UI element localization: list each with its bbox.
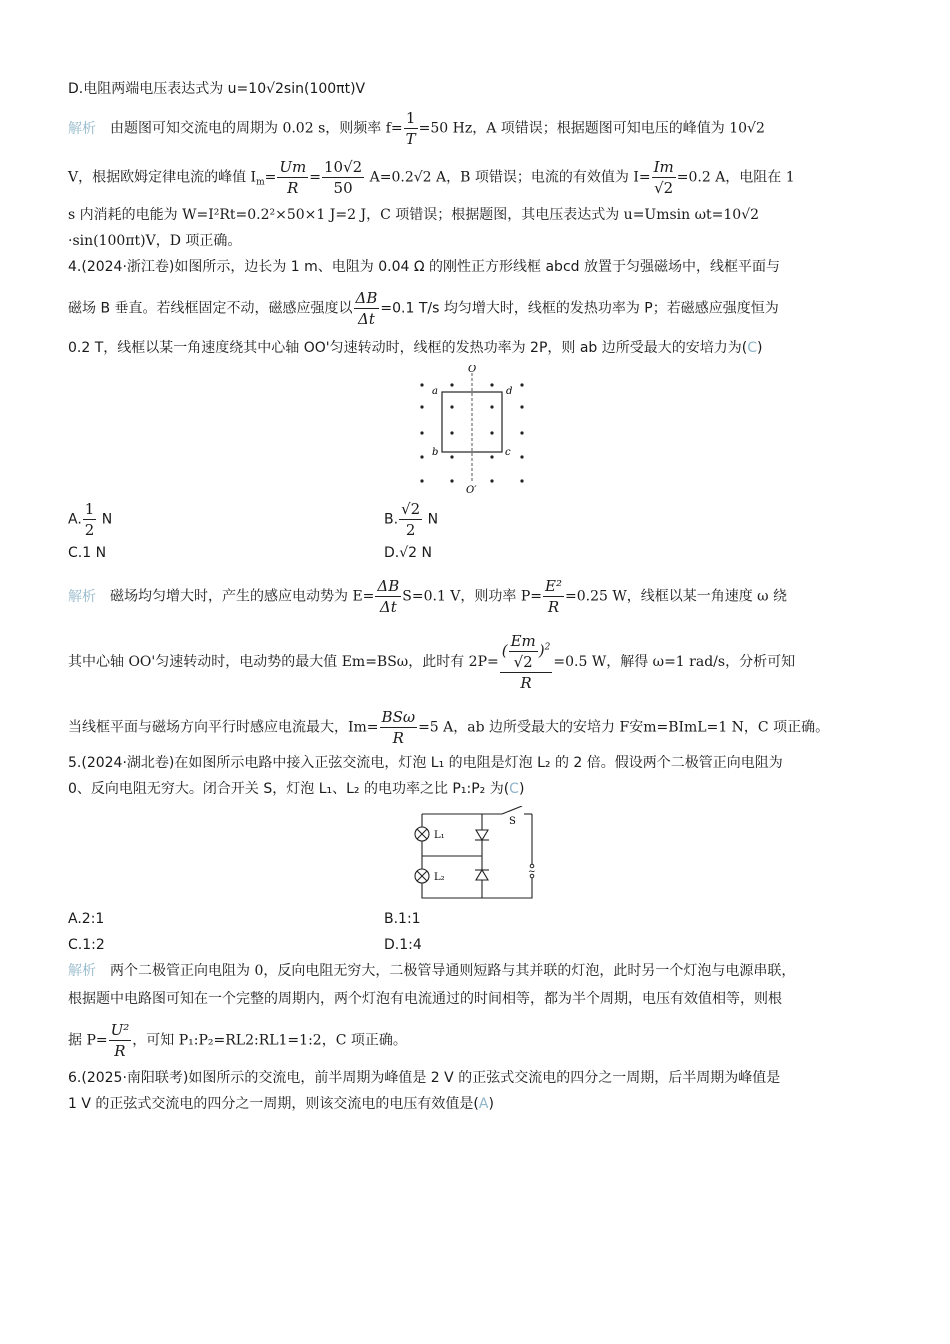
q5-option-d: D.1:4 xyxy=(384,937,422,953)
q3-option-d: D.电阻两端电压表达式为 u=10√2sin(100πt)V xyxy=(68,81,366,97)
document-page xyxy=(68,76,886,1117)
q4-option-a: A. $\frac{1}{2}$ N xyxy=(68,500,113,539)
q5-circuit-figure xyxy=(412,806,542,902)
q4-stem-line-2: 磁场 B 垂直。若线框固定不动，磁感应强度以 $\frac{\Delta B}{\Delta t}$ =0.1 T/s 均匀增大时，线框的发热功率为 P；若磁感应强度恒为 xyxy=(68,289,779,328)
q4-stem-line-1: 4.(2024·浙江卷)如图所示，边长为 1 m、电阻为 0.04 Ω 的刚性正方形线框 abcd 放置于匀强磁场中，线框平面与 xyxy=(68,259,780,275)
q4-option-d: D.√2 N xyxy=(384,545,432,561)
q4-square-frame-figure xyxy=(412,365,542,495)
svg-text:O: O xyxy=(468,365,477,375)
q6-answer: A xyxy=(478,1096,489,1112)
q4-options-row-2 xyxy=(68,540,886,566)
q5-option-c: C.1:2 xyxy=(68,937,105,953)
svg-text:d: d xyxy=(506,386,513,397)
q6-stem-line-1: 6.(2025·南阳联考)如图所示的交流电，前半周期为峰值是 2 V 的正弦式交流电的四分之一周期，后半周期为峰值是 xyxy=(68,1070,781,1086)
svg-text:a: a xyxy=(432,386,438,397)
fraction-dB-over-dt: $\frac{\Delta B}{\Delta t}$ xyxy=(355,289,378,328)
q5-options-row-2 xyxy=(68,932,886,958)
q5-option-b: B.1:1 xyxy=(384,911,421,927)
q3-explanation-line-4: ·sin(100πt)V，D 项正确。 xyxy=(68,233,242,249)
svg-text:b: b xyxy=(432,447,439,458)
q6-stem-line-2: 1 V 的正弦式交流电的四分之一周期，则该交流电的电压有效值是(A) xyxy=(68,1096,494,1112)
q4-answer: C xyxy=(747,340,758,356)
q5-explanation-line-3: 据 P= $\frac{\text{U²}}{R}$ ，可知 P₁:P₂=RL2:RL1=1:2，C 项正确。 xyxy=(68,1021,407,1060)
fraction-Um-over-R: $\frac{Um}{R}$ xyxy=(279,158,307,197)
q5-option-a: A.2:1 xyxy=(68,911,105,927)
fraction-1-over-T: $\frac{1}{T}$ xyxy=(405,109,416,148)
q4-explanation-line-2: 其中心轴 OO'匀速转动时，电动势的最大值 Em=BSω，此时有 2P= ( $\frac{Em}{√2}$ )$^2$ R =0.5 W，解得 ω=1 rad/s，分析可知 xyxy=(68,632,796,692)
q3-explanation-line-2: V，根据欧姆定律电流的峰值 $I_m=$ $\frac{Um}{R}$ = $\frac{10√2}{50}$ A=0.2√2 A，B 项错误；电流的有效值为 I= $\frac{Im}{√2}$ =0.2 A，电阻在 1 xyxy=(68,158,795,197)
q4-options-row-1 xyxy=(68,499,886,540)
q5-options-row-1 xyxy=(68,906,886,932)
q5-explanation-line-2: 根据题中电路图可知在一个完整的周期内，两个灯泡有电流通过的时间相等，都为半个周期，电压有效值相等，则根 xyxy=(68,991,782,1007)
diode-lower-icon xyxy=(475,870,489,880)
lamp-L1-icon xyxy=(415,827,429,841)
q5-answer: C xyxy=(509,781,519,797)
diode-upper-icon xyxy=(475,830,489,840)
q4-explanation-line-3: 当线框平面与磁场方向平行时感应电流最大，Im= $\frac{\text{BSω}}{R}$ =5 A，ab 边所受最大的安培力 F安m=BImL=1 N，C 项正确。 xyxy=(68,708,830,747)
q5-stem-line-2: 0、反向电阻无穷大。闭合开关 S，灯泡 L₁、L₂ 的电功率之比 P₁:P₂ 为(C) xyxy=(68,781,525,797)
svg-text:L₂: L₂ xyxy=(434,872,445,883)
svg-text:L₁: L₁ xyxy=(434,830,445,841)
svg-text:~: ~ xyxy=(528,867,536,877)
lamp-L2-icon xyxy=(415,869,429,883)
svg-text:O′: O′ xyxy=(466,485,477,495)
fraction-10root2-over-50: $\frac{10√2}{50}$ xyxy=(323,158,363,197)
q5-stem-line-1: 5.(2024·湖北卷)在如图所示电路中接入正弦交流电，灯泡 L₁ 的电阻是灯泡 L₂ 的 2 倍。假设两个二极管正向电阻为 xyxy=(68,755,783,771)
q4-option-b: B. $\frac{√2}{2}$ N xyxy=(384,500,439,539)
q4-option-c: C.1 N xyxy=(68,545,107,561)
q5-explanation-line-1: 解析 两个二极管正向电阻为 0，反向电阻无穷大，二极管导通则短路与其并联的灯泡，此时另一个灯泡与电源串联， xyxy=(68,963,796,979)
fraction-Im-over-root2: $\frac{Im}{√2}$ xyxy=(653,158,674,197)
q4-stem-line-3: 0.2 T，线框以某一角速度绕其中心轴 OO'匀速转动时，线框的发热功率为 2P，则 ab 边所受最大的安培力为(C) xyxy=(68,340,763,356)
q3-explanation-line-3: s 内消耗的电能为 W=I²Rt=0.2²×50×1 J=2 J，C 项错误；根据题图，其电压表达式为 u=Umsin ωt=10√2 xyxy=(68,207,760,223)
svg-text:c: c xyxy=(505,447,511,458)
q3-explanation-line-1: 解析 由题图可知交流电的周期为 0.02 s，则频率 f= $\frac{1}{T}$ =50 Hz，A 项错误；根据题图可知电压的峰值为 10√2 xyxy=(68,109,765,148)
q4-explanation-line-1: 解析 磁场均匀增大时，产生的感应电动势为 E= $\frac{\Delta B}{\Delta t}$ S=0.1 V，则功率 P= $\frac{\text{E²}}{R}$ =0.25 W，线框以某一角速度 ω 绕 xyxy=(68,577,788,616)
svg-text:S: S xyxy=(509,816,516,827)
explanation-tag: 解析 xyxy=(68,120,96,137)
